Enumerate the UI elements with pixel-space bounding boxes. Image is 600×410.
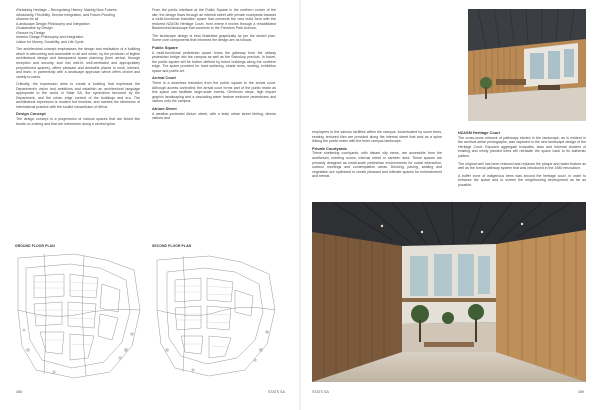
ground-floor-plan [14, 250, 146, 382]
body-paragraph: There is a seamless transition from the public square to the arrival court. Although access controlled, the arrival court forms part of the public realm as this space can facilitate large-scale events. Generous steps, high impact graphic landscaping and a cascading water feature welcome pedestrians and visitors onto the campus. [152, 81, 276, 104]
body-paragraph: A weather-protected Atrium street, with a leafy urban street feeling, directs visitors and [152, 111, 276, 121]
running-title: STATS SA [312, 390, 329, 394]
section-heading: Design Concept [16, 111, 46, 117]
ground-floor-plan-label: GROUND FLOOR PLAN [15, 244, 55, 248]
left-text-column-1 [16, 8, 140, 129]
interior-photo-top [468, 9, 586, 121]
second-floor-plan-label: SECOND FLOOR PLAN [152, 244, 192, 248]
body-paragraph: A buffer zone of indigenous trees was around the heritage court, in order to enhance the space and to screen the neighbouring development as far as possible. [458, 173, 586, 187]
atrium-photo-image [312, 202, 586, 382]
right-text-column-1 [312, 130, 442, 182]
body-paragraph: employees to the various facilities within the campus. Accentuated by some trees, seating, textured tiles are provided along the internal street that acts as a spine linking the public realm with the inner campus landscape. [312, 130, 442, 144]
section-heading: NZASM Heritage Court [458, 130, 500, 135]
section-heading: Atrium Street [152, 105, 177, 111]
left-text-column-2 [152, 8, 276, 124]
ground-floor-plan-drawing [14, 250, 146, 382]
body-paragraph: Critically, the expression aims to create a building that expresses the Department's vision and ambitions and establish an architectural language appropriate to the world of State SA, the symbolism favoured by the Department, and the urban edge context of the buildings and era. The architectural expression is modern but timeless, and marries the sleekness of international practice with the soulful romanticism of Africa. [16, 82, 140, 109]
section-heading: Public Square [152, 44, 178, 50]
interior-photo-top-image [468, 9, 586, 121]
section-heading: Private Courtyards [312, 145, 347, 151]
list-item: • Value for Money, Durability, and Life Cycle. [16, 40, 140, 45]
list-item: • Landscape Design Philosophy and Integration [16, 22, 140, 27]
right-text-column-2 [458, 130, 586, 190]
list-item: • Retaining Heritage – Recognising History: Making New Futures [16, 8, 140, 13]
list-item: • Access for all [16, 17, 140, 22]
body-paragraph: The architectural concept emphasises the design and realisation of a building which is welcoming and accessible to all and which, by the provision of legible architectural design and transparent space planning (from arrival, through reception and security, and into well-lit, well-ventilated and appropriately proportioned spaces), offers pleasant and desirable places to work, interact, and learn, in partnership with a landscape approach which offers choice and variety to users. [16, 47, 140, 79]
right-page [300, 0, 600, 410]
body-paragraph: These sheltering courtyards, with distant city views, are accessible from the auditorium, meeting rooms, internal street or canteen area. These spaces are primarily designed as small-scale pedestrian environments for social interaction, outdoor meetings and contemplation areas. Decking, paving, seating and vegetation are optimised to create pleasant and intimate spaces for entertainment and retreat. [312, 151, 442, 179]
list-item: • Sustainable by Design [16, 26, 140, 31]
section-heading: Arrival Court [152, 75, 176, 81]
running-title: STATS SA [268, 390, 285, 394]
list-item: • Secure by Design [16, 31, 140, 36]
body-paragraph: The landscape design is best illustrated graphically as per the sketch plan. Some core components that informed the design are as follows: [152, 33, 276, 43]
list-item: • Modularity, Flexibility, Service Integration, and Future-Proofing [16, 13, 140, 18]
second-floor-plan-drawing [151, 250, 283, 382]
page-number: 456 [16, 390, 22, 394]
list-item: • Interior Design Philosophy and Integration [16, 35, 140, 40]
design-principles-list [16, 8, 140, 44]
body-paragraph: From the public interface at the Public Square in the northern corner of the site, the design flows through an internal street with private courtyards towards a multi-functional transition space that connects the new build form with the restored NZASM Heritage Court, from where it moves through a rehabilitated Bankenveld landscape that connects to the Freedom Park Avenue. [152, 8, 276, 31]
atrium-photo [312, 202, 586, 382]
body-paragraph: A multi-functional pedestrian space forms the gateway from the railway pedestrian bridge into the campus as well as the Salvokop precinct. In future, the public square will be further defined by future buildings along the northern edge. The space provides for hard surfacing, shade trees, seating, exhibition space and public art. [152, 50, 276, 73]
body-paragraph: The design concept is a progression of various spaces that are linked like beads on a string and that are interwoven along a central spine. [16, 117, 140, 126]
body-paragraph: The cross-cross network of pathways etched in the landscape, as is evident in the archival aerial photographs, was captured in the new landscape design of the Heritage Court. Exposed aggregate footpaths, lawn and informal clusters of existing and newly planted trees will reinstate the space back to its authentic pattern. [458, 135, 586, 158]
page-number: 459 [578, 390, 584, 394]
body-paragraph: The original well has been restored and replaces the plaque and water feature as well as the formal pathway system that was introduced in the 1980 renovation. [458, 161, 586, 171]
second-floor-plan [151, 250, 283, 382]
